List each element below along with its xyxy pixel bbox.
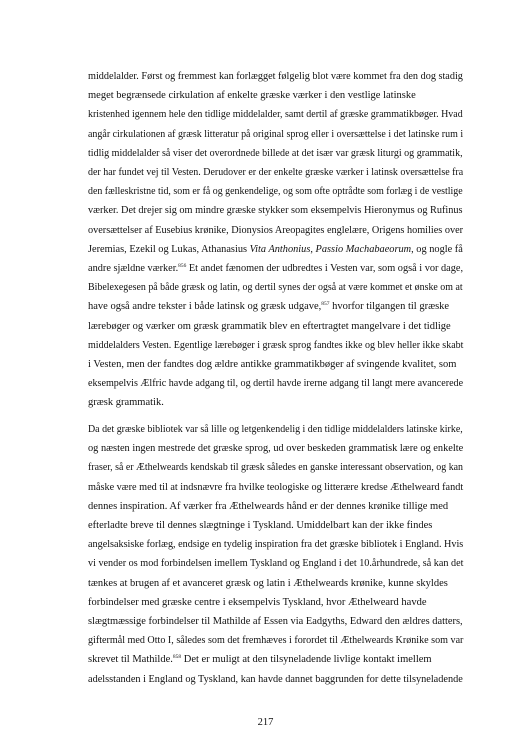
text-line: kristenhed igennem hele den tidlige middelalder, samt dertil af græske grammatikbøger. Hvad bbox=[88, 109, 463, 121]
text-run: andre sjældne værker. bbox=[88, 263, 179, 275]
text-run: have også andre tekster i både latinsk og græsk udgave, bbox=[88, 301, 322, 313]
text-line: slægtmæssige forbindelser til Mathilde af Essen via Eadgyths, Edward den ældres datters, bbox=[88, 616, 463, 628]
text-line: angelsaksiske forlæg, endsige en tydelig inspiration fra det græske bibliotek i England. Hvis bbox=[88, 539, 464, 551]
text-line: der har fundet vej til Vesten. Derudover er der enkelte græske værker i latinsk oversættelse fra bbox=[88, 167, 464, 179]
text-line: den fælleskristne tid, som er få og genkendelige, og som ofte optrådte som forlæg i de vestlige bbox=[88, 186, 463, 198]
text-line: tænkes at brugen af et avanceret græsk og latin i Æthelweards krønike, kunne skyldes bbox=[88, 577, 448, 589]
text-line: og næsten ingen mestrede det græske sprog, ud over beskeden grammatisk lære og enkelte bbox=[88, 443, 464, 455]
text-run: , bbox=[310, 243, 316, 255]
text-line: oversættelser af Eusebius krønike, Dionysios Areopagites englelære, Origens homilies over bbox=[88, 224, 464, 236]
text-line: eksempelvis Ælfric havde adgang til, og dertil havde irerne adgang til langt mere avancerede bbox=[88, 378, 464, 390]
text-line: meget begrænsede cirkulation af enkelte græske værker i den vestlige latinske bbox=[88, 90, 416, 102]
text-line: giftermål med Otto I, således som det fremhæves i forordet til Æthelweards Krønike som var bbox=[88, 635, 464, 647]
text-line: forbindelser med græske centre i eksempelvis Tyskland, hvor Æthelweard havde bbox=[88, 596, 427, 608]
text-line: måske være med til at indsnævre fra hvilke teologiske og litterære kredse Æthelweard fandt bbox=[88, 481, 464, 493]
text-run: skrevet til Mathilde. bbox=[88, 654, 173, 666]
text-run: Jeremias, Ezekil og Lukas, Athanasius bbox=[88, 243, 250, 255]
italic-title: Vita Anthonius bbox=[249, 243, 311, 255]
text-run: Et andet fænomen der udbredtes i Vesten var, som også i vor dage, bbox=[186, 263, 464, 275]
text-line: middelalder. Først og fremmest kan forlægget følgelig blot være kommet fra den dog stadig bbox=[88, 71, 463, 82]
text-line: middelalders Vesten. Egentlige lærebøger i græsk sprog fandtes ikke og blev heller ikke skabt bbox=[88, 339, 464, 351]
text-run: , og nogle få bbox=[411, 243, 463, 255]
page-number: 217 bbox=[257, 717, 274, 728]
footnote-marker[interactable]: 858 bbox=[172, 654, 182, 661]
italic-title: Passio Machabaeorum bbox=[315, 243, 412, 255]
text-line: Da det græske bibliotek var så lille og letgenkendelig i den tidlige middelalders latinske kirke, bbox=[88, 424, 463, 435]
text-line: fraser, så er Æthelweards kendskab til græsk således en ganske interessant observation, og kan bbox=[88, 462, 464, 474]
text-line bbox=[88, 297, 463, 316]
text-line: dennes inspiration. Af værker fra Æthelweards hånd er der dennes krønike tillige med bbox=[88, 500, 449, 512]
text-line: lærebøger og værker om græsk grammatik blev en eftertragtet mangelvare i det tidlige bbox=[88, 320, 451, 332]
footnote-marker[interactable]: 857 bbox=[321, 301, 330, 308]
text-line: tidlig middelalder så viser det overordnede billede at det især var græsk liturgi og grammatik, bbox=[88, 147, 463, 159]
text-line bbox=[88, 259, 464, 278]
footnote-marker[interactable]: 856 bbox=[178, 263, 187, 270]
paragraph-1 bbox=[88, 67, 463, 413]
text-line: adelsstanden i England og Tyskland, kan havde dannet baggrunden for dette tilsyneladende bbox=[88, 673, 463, 685]
text-run: hvorfor tilgangen til græske bbox=[329, 301, 450, 313]
paragraph-2 bbox=[88, 420, 463, 689]
text-line: værker. Det drejer sig om mindre græske stykker som eksempelvis Hieronymus og Rufinus bbox=[88, 205, 463, 217]
text-line: angår cirkulationen af græsk litteratur på original sprog eller i oversættelse i det latinske rum i bbox=[88, 128, 464, 140]
text-run: Det er muligt at den tilsyneladende livlige kontakt imellem bbox=[181, 654, 432, 666]
text-line: i Vesten, men der fandtes dog ældre antikke grammatikbøger af svingende kvalitet, som bbox=[88, 359, 457, 371]
text-line: Bibelexegesen på både græsk og latin, og dertil synes der også at være kommet et ønske om at bbox=[88, 282, 463, 294]
text-line bbox=[88, 650, 463, 669]
text-line: vi vender os mod forbindelsen imellem Tyskland og England i det 10.århundrede, så kan det bbox=[88, 558, 464, 570]
text-line: græsk grammatik. bbox=[88, 397, 164, 409]
text-line bbox=[88, 240, 463, 259]
text-line: efterladte breve til dennes slægtninge i Tyskland. Umiddelbart kan der ikke findes bbox=[88, 520, 433, 532]
